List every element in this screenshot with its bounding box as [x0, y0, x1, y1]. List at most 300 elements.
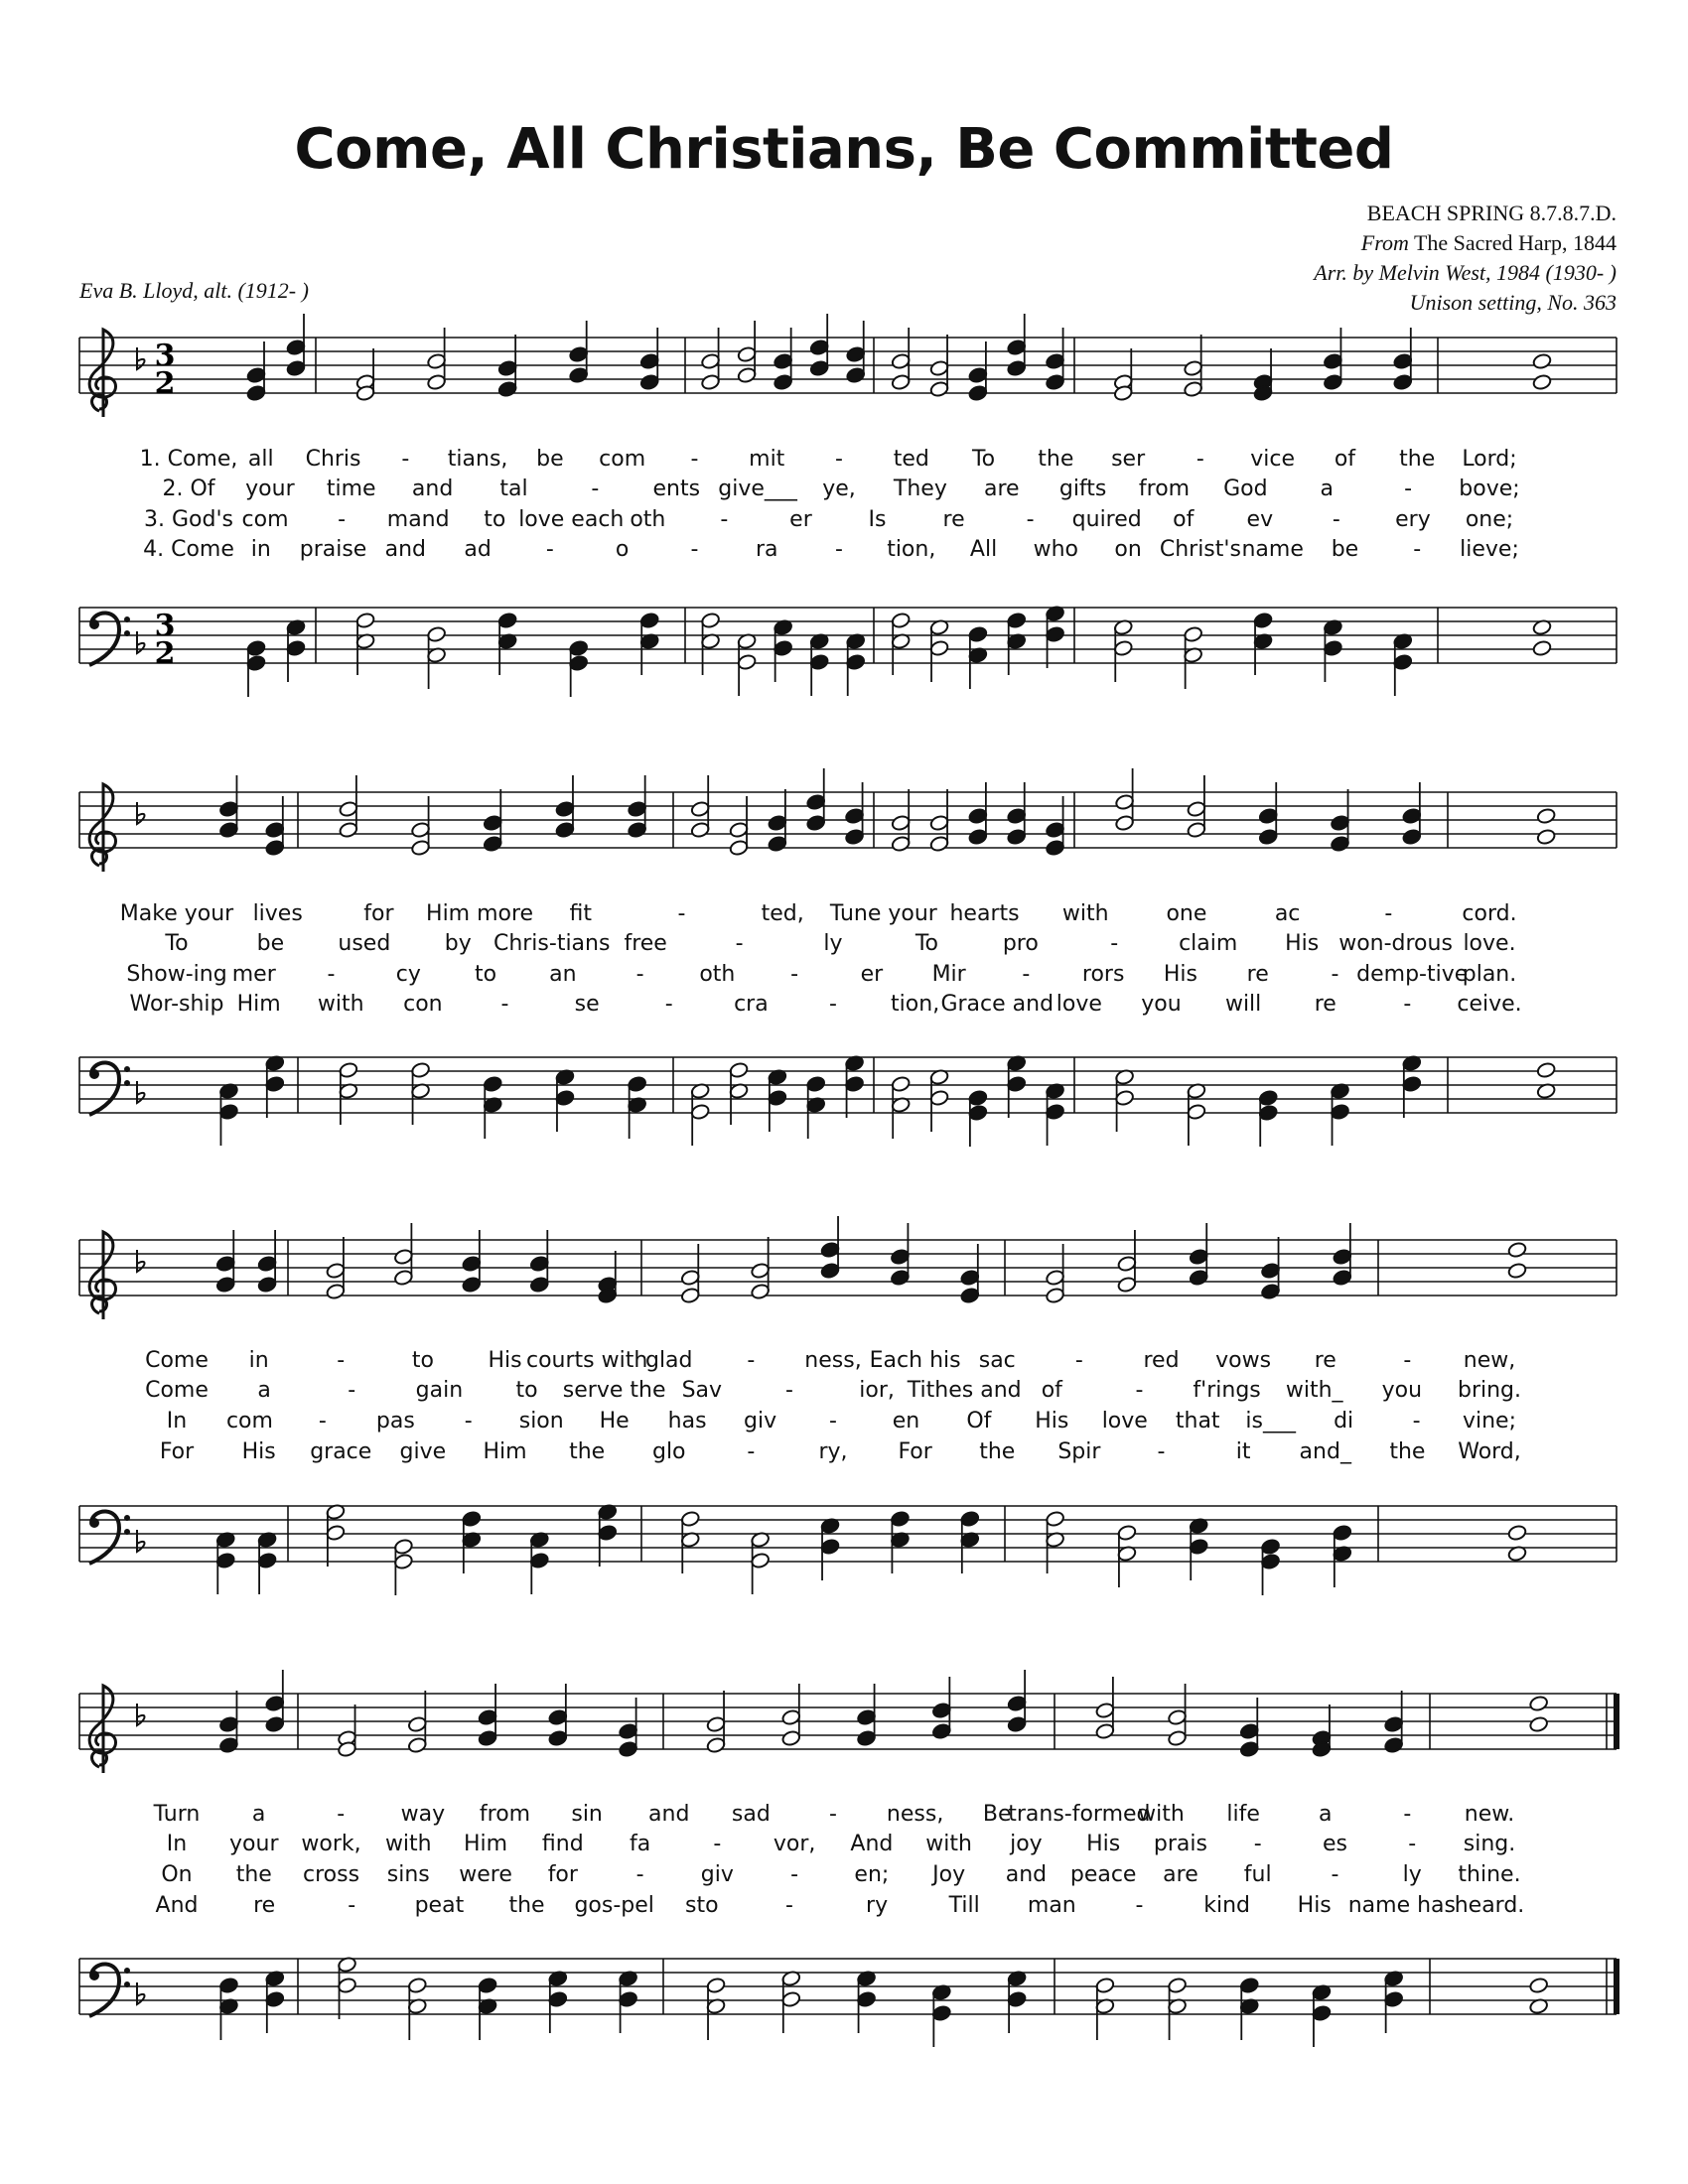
note-head: [393, 1248, 413, 1265]
chord: [619, 1698, 638, 1758]
note-head: [890, 1269, 910, 1286]
lyric-syllable: who: [1033, 537, 1079, 562]
chord: [820, 1517, 840, 1580]
lyric-syllable: Sav: [681, 1378, 723, 1403]
lyric-hyphen: -: [713, 1832, 722, 1856]
lyric-syllable: His: [1086, 1832, 1121, 1856]
note-head: [410, 821, 430, 838]
note-head: [265, 1075, 285, 1092]
lyric-syllable: prais: [1153, 1832, 1207, 1856]
treble-staff: [79, 338, 1617, 393]
chord: [968, 341, 988, 402]
lyric-syllable: the: [1399, 447, 1436, 472]
chord: [1536, 1061, 1556, 1099]
note-head: [768, 835, 787, 852]
time-signature-bottom: 2: [154, 366, 176, 401]
chord: [1167, 1977, 1187, 2040]
lyric-syllable: tians,: [447, 447, 508, 472]
note-head: [1117, 1276, 1137, 1293]
note-head: [218, 800, 238, 817]
lyric-syllable: tal: [499, 477, 528, 501]
lyric-hyphen: -: [720, 507, 729, 532]
note-head: [1536, 828, 1556, 845]
lyric-syllable: work,: [301, 1832, 361, 1856]
chord: [355, 612, 375, 675]
lyric-hyphen: -: [1331, 1862, 1339, 1887]
lyric-hyphen: -: [1022, 962, 1031, 987]
lyric-hyphen: -: [829, 1802, 837, 1827]
chord: [1187, 1082, 1206, 1146]
lyric-syllable: the: [569, 1439, 606, 1464]
chord: [1115, 1068, 1135, 1132]
lyric-syllable: a: [257, 1378, 271, 1403]
note-head: [1095, 1977, 1115, 1993]
note-head: [751, 1552, 771, 1569]
note-head: [478, 1977, 497, 1993]
lyric-syllable: sion: [518, 1409, 564, 1433]
note-head: [478, 1708, 497, 1725]
note-head: [1007, 807, 1027, 824]
lyric-syllable: vice: [1250, 447, 1296, 472]
note-head: [265, 821, 285, 838]
note-head: [891, 373, 911, 390]
chord: [529, 1531, 549, 1594]
note-head: [462, 1510, 482, 1527]
lyric-syllable: demp-tive: [1356, 962, 1469, 987]
note-head: [1189, 1248, 1208, 1265]
chord: [410, 796, 430, 857]
note-head: [1007, 1990, 1027, 2007]
chord: [1046, 1510, 1065, 1573]
lyric-syllable: in: [248, 1348, 269, 1373]
note-head: [218, 1103, 238, 1120]
lyric-syllable: your: [229, 1832, 279, 1856]
lyric-syllable: ted: [893, 447, 929, 472]
chord: [1529, 1977, 1549, 2014]
lyric-syllable: you: [1381, 1378, 1423, 1403]
note-head: [257, 1276, 277, 1293]
note-head: [844, 1075, 864, 1092]
lyric-syllable: ser: [1111, 447, 1146, 472]
lyric-syllable: find: [541, 1832, 584, 1856]
note-head: [598, 1524, 618, 1541]
lyric-syllable: er: [860, 962, 884, 987]
note-head: [929, 835, 949, 852]
note-head: [856, 1990, 876, 2007]
lyric-syllable: Of: [966, 1409, 992, 1433]
lyric-syllable: a: [251, 1802, 266, 1827]
note-head: [820, 1241, 840, 1258]
chord: [931, 1677, 951, 1740]
lyric-syllable: from: [1138, 477, 1191, 501]
lyric-hyphen: -: [1253, 1832, 1262, 1856]
chord: [265, 1670, 285, 1733]
lyric-hyphen: -: [1110, 931, 1119, 956]
treble-clef-icon: [89, 1686, 115, 1773]
note-head: [1532, 373, 1552, 390]
chord: [1045, 796, 1064, 857]
lyric-syllable: grace: [310, 1439, 372, 1464]
note-head: [737, 345, 757, 362]
lyric-hyphen: -: [735, 931, 744, 956]
lyric-syllable: His: [241, 1439, 276, 1464]
note-head: [968, 1089, 988, 1106]
chord: [339, 1061, 358, 1125]
note-head: [929, 1089, 949, 1106]
chord: [706, 1977, 726, 2040]
lyric-syllable: be: [1331, 537, 1359, 562]
lyric-syllable: for: [547, 1862, 578, 1887]
chord: [1007, 314, 1027, 377]
lyric-syllable: o: [615, 537, 630, 562]
note-head: [619, 1722, 638, 1739]
chord: [218, 1691, 238, 1754]
lyric-syllable: ev: [1246, 507, 1274, 532]
chord: [768, 789, 787, 853]
lyric-syllable: f'rings: [1193, 1378, 1261, 1403]
lyric-line: [0, 1893, 1688, 1923]
note-head: [393, 1538, 413, 1555]
note-head: [737, 366, 757, 383]
chord: [339, 775, 358, 839]
lyric-syllable: has: [667, 1409, 707, 1433]
chord: [729, 796, 749, 857]
note-head: [1189, 1269, 1208, 1286]
chord: [427, 625, 447, 689]
note-head: [215, 1255, 235, 1272]
lyric-hyphen: -: [835, 447, 843, 472]
chord: [737, 321, 757, 384]
lyric-syllable: To: [914, 931, 939, 956]
lyric-syllable: ery: [1395, 507, 1431, 532]
lyric-syllable: sto: [685, 1893, 719, 1918]
chord: [1260, 1237, 1280, 1300]
note-head: [215, 1276, 235, 1293]
note-head: [569, 639, 589, 656]
note-head: [1115, 814, 1135, 831]
note-head: [1507, 1262, 1527, 1279]
chord: [737, 632, 757, 696]
note-head: [1536, 807, 1556, 824]
lyric-hyphen: -: [500, 992, 509, 1017]
note-head: [737, 653, 757, 670]
chord: [265, 796, 285, 857]
lyric-syllable: Grace and: [940, 992, 1055, 1017]
lyric-syllable: sins: [386, 1862, 430, 1887]
chord: [806, 768, 826, 832]
note-head: [1007, 828, 1027, 845]
lyric-syllable: give: [399, 1439, 447, 1464]
note-head: [1258, 1089, 1278, 1106]
bass-staff: [79, 1506, 1617, 1562]
note-head: [781, 1990, 801, 2007]
note-head: [931, 1722, 951, 1739]
note-head: [706, 1715, 726, 1732]
lyric-line: [0, 1378, 1688, 1408]
chord: [680, 1244, 700, 1304]
note-head: [1167, 1708, 1187, 1725]
lyric-syllable: bove;: [1459, 477, 1520, 501]
note-head: [1095, 1722, 1115, 1739]
lyric-hyphen: -: [1196, 447, 1204, 472]
note-head: [355, 612, 375, 628]
chord: [1507, 1241, 1527, 1279]
note-head: [690, 821, 710, 838]
lyric-syllable: won-drous: [1338, 931, 1453, 956]
lyric-syllable: life: [1226, 1802, 1260, 1827]
lyric-syllable: er: [789, 507, 812, 532]
lyric-syllable: way: [400, 1802, 446, 1827]
note-head: [639, 352, 659, 369]
lyric-syllable: And: [850, 1832, 894, 1856]
lyric-hyphen: -: [1403, 1348, 1412, 1373]
note-head: [619, 1990, 638, 2007]
chord: [1536, 807, 1556, 845]
chord: [598, 1251, 618, 1304]
lyric-hyphen: -: [1384, 901, 1393, 926]
lyric-syllable: Him more: [426, 901, 534, 926]
note-head: [257, 1255, 277, 1272]
setting-note: Unison setting, No. 363: [1409, 290, 1617, 315]
note-head: [427, 352, 447, 369]
note-head: [1384, 1715, 1404, 1732]
note-head: [1402, 828, 1422, 845]
lyric-hyphen: -: [664, 992, 673, 1017]
lyric-hyphen: -: [591, 477, 600, 501]
chord: [809, 314, 829, 377]
lyric-syllable: Come: [145, 1348, 209, 1373]
note-head: [326, 1262, 346, 1279]
lyric-syllable: 1. Come,: [139, 447, 238, 472]
chord: [639, 612, 659, 675]
note-head: [846, 653, 866, 670]
lyric-line: [0, 962, 1688, 992]
chord: [337, 1956, 356, 2019]
tune-source: From The Sacred Harp, 1844: [1360, 230, 1617, 255]
note-head: [326, 1283, 346, 1299]
note-head: [690, 800, 710, 817]
note-head: [1258, 1104, 1278, 1121]
chord: [1007, 1670, 1027, 1733]
lyric-hyphen: -: [635, 1862, 644, 1887]
note-head: [462, 1255, 482, 1272]
chord: [286, 618, 306, 682]
chord: [569, 321, 589, 384]
lyric-syllable: 4. Come: [143, 537, 234, 562]
chord: [931, 1983, 951, 2047]
treble-clef-icon: [89, 1232, 115, 1319]
chord: [774, 618, 793, 682]
note-head: [1330, 1103, 1349, 1120]
lyric-syllable: Joy: [932, 1862, 966, 1887]
note-head: [1258, 828, 1278, 845]
lyric-syllable: love.: [1463, 931, 1516, 956]
note-head: [286, 359, 306, 376]
note-head: [774, 352, 793, 369]
lyric-syllable: the: [1389, 1439, 1426, 1464]
lyric-syllable: ior,: [859, 1378, 895, 1403]
time-signature-top: 3: [154, 339, 176, 373]
lyric-syllable: with: [1138, 1802, 1185, 1827]
chord: [890, 1223, 910, 1287]
note-head: [410, 839, 430, 856]
lyric-syllable: vor,: [773, 1832, 816, 1856]
chord: [1113, 618, 1133, 682]
note-head: [1384, 1990, 1404, 2007]
chord: [809, 632, 829, 696]
note-head: [774, 373, 793, 390]
chord: [1239, 1977, 1259, 2040]
note-head: [478, 1729, 497, 1746]
lyric-hyphen: -: [1403, 1802, 1412, 1827]
lyric-syllable: and_: [1299, 1439, 1351, 1464]
lyric-syllable: love: [1101, 1409, 1148, 1433]
lyric-syllable: ents: [652, 477, 701, 501]
note-head: [929, 639, 949, 656]
treble-staff: [79, 1240, 1617, 1296]
note-head: [1046, 1269, 1065, 1286]
chord: [1189, 1223, 1208, 1287]
lyric-syllable: ceive.: [1457, 992, 1522, 1017]
chord: [1258, 1089, 1278, 1147]
note-head: [1045, 821, 1064, 838]
lyric-syllable: ry,: [818, 1439, 848, 1464]
lyric-syllable: an: [549, 962, 577, 987]
chord: [1046, 1244, 1065, 1304]
lyric-syllable: Him: [483, 1439, 527, 1464]
note-head: [1007, 612, 1027, 628]
lyric-syllable: fa: [629, 1832, 651, 1856]
lyric-syllable: peace: [1069, 1862, 1137, 1887]
lyric-syllable: are: [1163, 1862, 1198, 1887]
note-head: [265, 1990, 285, 2007]
note-head: [628, 1075, 647, 1092]
lyric-syllable: your: [245, 477, 295, 501]
chord: [729, 1061, 749, 1125]
lyric-syllable: 2. Of: [162, 477, 215, 501]
lyric-syllable: one: [1166, 901, 1207, 926]
chord: [1113, 348, 1133, 402]
note-head: [729, 821, 749, 838]
note-head: [968, 625, 988, 642]
lyric-hyphen: -: [747, 1439, 756, 1464]
lyric-syllable: mand: [386, 507, 450, 532]
lyric-syllable: Turn: [153, 1802, 201, 1827]
lyric-syllable: to: [515, 1378, 538, 1403]
chord: [891, 789, 911, 853]
lyric-syllable: lives: [252, 901, 303, 926]
chord: [929, 335, 949, 398]
note-head: [1393, 653, 1413, 670]
treble-clef-icon: [89, 330, 115, 417]
chord: [1333, 1524, 1352, 1587]
note-head: [690, 1103, 710, 1120]
chord: [768, 1068, 787, 1132]
lyric-syllable: with: [925, 1832, 972, 1856]
note-head: [265, 1715, 285, 1732]
chord: [706, 1691, 726, 1754]
lyric-syllable: ly: [1402, 1862, 1422, 1887]
lyric-syllable: you: [1141, 992, 1182, 1017]
note-head: [1312, 2004, 1332, 2021]
lyric-syllable: re: [253, 1893, 276, 1918]
lyric-syllable: fit: [569, 901, 593, 926]
chord: [1115, 768, 1135, 832]
chord: [844, 1054, 864, 1118]
note-head: [781, 1708, 801, 1725]
note-head: [1045, 1103, 1064, 1120]
lyric-syllable: To: [165, 931, 189, 956]
note-head: [768, 1089, 787, 1106]
note-head: [968, 807, 988, 824]
chord: [393, 1538, 413, 1595]
chord: [1045, 1082, 1064, 1146]
chord: [1253, 348, 1273, 402]
lyric-syllable: with: [317, 992, 364, 1017]
note-head: [1260, 1538, 1280, 1555]
chord: [846, 321, 866, 384]
note-head: [806, 814, 826, 831]
lyric-syllable: Tithes and: [907, 1378, 1022, 1403]
note-head: [1045, 373, 1064, 390]
lyric-syllable: the: [508, 1893, 545, 1918]
lyric-syllable: In: [166, 1832, 188, 1856]
note-head: [407, 1736, 427, 1753]
note-head: [1330, 814, 1349, 831]
note-head: [1045, 352, 1064, 369]
lyric-syllable: vows: [1215, 1348, 1272, 1373]
note-head: [891, 352, 911, 369]
note-head: [1330, 835, 1349, 852]
chord: [929, 618, 949, 682]
lyric-syllable: rors: [1081, 962, 1125, 987]
lyric-syllable: by: [444, 931, 472, 956]
lyric-syllable: tion,: [891, 992, 940, 1017]
note-head: [1323, 639, 1342, 656]
note-head: [529, 1552, 549, 1569]
lyric-syllable: His: [1285, 931, 1320, 956]
note-head: [483, 835, 502, 852]
lyric-syllable: cord.: [1462, 901, 1517, 926]
chord: [246, 341, 266, 402]
lyric-syllable: to: [475, 962, 497, 987]
note-head: [1167, 1977, 1187, 1993]
note-head: [968, 1104, 988, 1121]
lyric-hyphen: -: [784, 1378, 793, 1403]
note-head: [960, 1287, 980, 1303]
note-head: [246, 366, 266, 383]
time-signature-bottom: 2: [154, 636, 176, 671]
chord: [1384, 1691, 1404, 1754]
note-head: [700, 612, 720, 628]
lyric-hyphen: -: [348, 1893, 356, 1918]
lyric-syllable: will: [1224, 992, 1262, 1017]
lyric-syllable: is___: [1245, 1409, 1296, 1433]
lyric-syllable: For: [159, 1439, 195, 1464]
note-head: [1393, 373, 1413, 390]
chord: [856, 1970, 876, 2033]
lyric-syllable: claim: [1179, 931, 1238, 956]
lyric-syllable: ly: [823, 931, 843, 956]
chord: [407, 1977, 427, 2040]
lyric-syllable: were: [459, 1862, 512, 1887]
note-head: [286, 639, 306, 656]
note-head: [891, 612, 911, 628]
note-head: [407, 1977, 427, 1993]
chord: [1330, 1082, 1349, 1146]
lyric-hyphen: -: [1074, 1348, 1083, 1373]
chord: [326, 1503, 346, 1567]
